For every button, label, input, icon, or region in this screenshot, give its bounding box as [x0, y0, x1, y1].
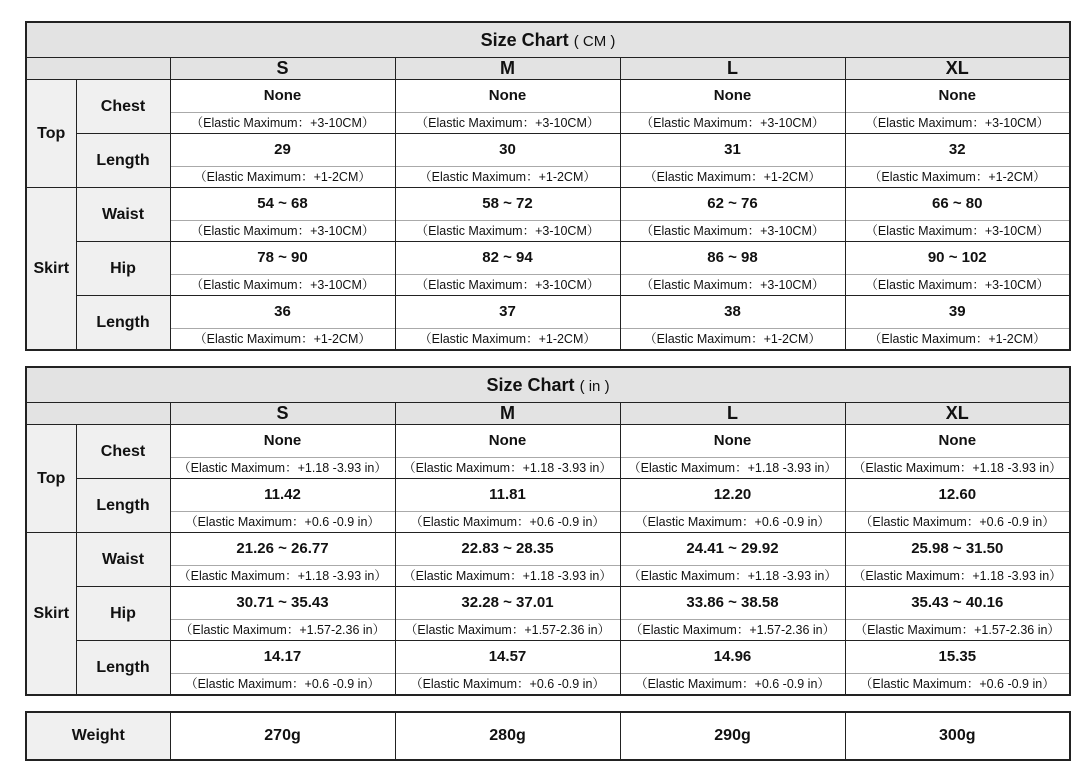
measurement-row: [26, 533, 1070, 566]
elastic-note-row: [26, 458, 1070, 479]
measurement-label: Length: [76, 479, 170, 533]
size-value-cell: 24.41 ~ 29.92: [620, 533, 845, 566]
elastic-note-cell: （Elastic Maximum：+0.6 -0.9 in）: [170, 512, 395, 533]
elastic-note-row: [26, 113, 1070, 134]
measurement-label: Waist: [76, 188, 170, 242]
measurement-label: Chest: [76, 425, 170, 479]
elastic-note-cell: （Elastic Maximum：+3-10CM）: [845, 221, 1070, 242]
group-label: Top: [26, 80, 76, 188]
measurement-row: [26, 296, 1070, 329]
size-header-xl: XL: [845, 58, 1070, 80]
elastic-note-cell: （Elastic Maximum：+1-2CM）: [395, 167, 620, 188]
size-value-cell: 15.35: [845, 641, 1070, 674]
size-value-cell: 14.57: [395, 641, 620, 674]
weight-label: Weight: [26, 712, 170, 760]
elastic-note-cell: （Elastic Maximum：+3-10CM）: [395, 113, 620, 134]
size-header-s: S: [170, 58, 395, 80]
measurement-row: [26, 188, 1070, 221]
size-value-cell: 12.20: [620, 479, 845, 512]
elastic-note-row: [26, 275, 1070, 296]
chart-unit: ( CM ): [573, 32, 616, 50]
size-value-cell: None: [170, 425, 395, 458]
size-value-cell: None: [620, 80, 845, 113]
measurement-label: Length: [76, 134, 170, 188]
size-value-cell: 14.96: [620, 641, 845, 674]
elastic-note-cell: （Elastic Maximum：+1-2CM）: [845, 167, 1070, 188]
elastic-note-cell: （Elastic Maximum：+1.57-2.36 in）: [395, 620, 620, 641]
size-value-cell: 32: [845, 134, 1070, 167]
measurement-row: [26, 587, 1070, 620]
elastic-note-cell: （Elastic Maximum：+0.6 -0.9 in）: [845, 512, 1070, 533]
elastic-note-cell: （Elastic Maximum：+1.18 -3.93 in）: [395, 458, 620, 479]
measurement-label: Hip: [76, 242, 170, 296]
group-label: Skirt: [26, 533, 76, 696]
weight-value-l: 290g: [620, 712, 845, 760]
elastic-note-cell: （Elastic Maximum：+1-2CM）: [845, 329, 1070, 351]
elastic-note-cell: （Elastic Maximum：+3-10CM）: [620, 113, 845, 134]
elastic-note-cell: （Elastic Maximum：+0.6 -0.9 in）: [620, 512, 845, 533]
measurement-label: Waist: [76, 533, 170, 587]
group-label: Top: [26, 425, 76, 533]
elastic-note-cell: （Elastic Maximum：+3-10CM）: [395, 275, 620, 296]
size-header-xl: XL: [845, 403, 1070, 425]
size-value-cell: None: [395, 425, 620, 458]
elastic-note-cell: （Elastic Maximum：+3-10CM）: [845, 275, 1070, 296]
measurement-label: Chest: [76, 80, 170, 134]
elastic-note-cell: （Elastic Maximum：+1.18 -3.93 in）: [170, 458, 395, 479]
measurement-label: Length: [76, 296, 170, 351]
elastic-note-cell: （Elastic Maximum：+1.18 -3.93 in）: [845, 566, 1070, 587]
size-value-cell: 12.60: [845, 479, 1070, 512]
measurement-label: Hip: [76, 587, 170, 641]
elastic-note-cell: （Elastic Maximum：+1.57-2.36 in）: [845, 620, 1070, 641]
size-header-m: M: [395, 58, 620, 80]
size-value-cell: None: [170, 80, 395, 113]
size-value-cell: 31: [620, 134, 845, 167]
size-value-cell: 37: [395, 296, 620, 329]
weight-table: [25, 711, 1069, 761]
elastic-note-cell: （Elastic Maximum：+0.6 -0.9 in）: [170, 674, 395, 696]
elastic-note-row: [26, 620, 1070, 641]
weight-value-m: 280g: [395, 712, 620, 760]
chart-unit: ( in ): [579, 377, 610, 395]
weight-value-s: 270g: [170, 712, 395, 760]
size-value-cell: 25.98 ~ 31.50: [845, 533, 1070, 566]
chart-title-inch: [26, 367, 1070, 403]
elastic-note-cell: （Elastic Maximum：+1-2CM）: [395, 329, 620, 351]
size-value-cell: 58 ~ 72: [395, 188, 620, 221]
size-value-cell: None: [395, 80, 620, 113]
elastic-note-cell: （Elastic Maximum：+1.18 -3.93 in）: [620, 458, 845, 479]
size-value-cell: 33.86 ~ 38.58: [620, 587, 845, 620]
weight-value-xl: 300g: [845, 712, 1070, 760]
elastic-note-cell: （Elastic Maximum：+0.6 -0.9 in）: [620, 674, 845, 696]
elastic-note-cell: （Elastic Maximum：+0.6 -0.9 in）: [845, 674, 1070, 696]
size-value-cell: 39: [845, 296, 1070, 329]
size-value-cell: 54 ~ 68: [170, 188, 395, 221]
elastic-note-row: [26, 566, 1070, 587]
elastic-note-cell: （Elastic Maximum：+3-10CM）: [395, 221, 620, 242]
size-value-cell: 29: [170, 134, 395, 167]
size-value-cell: None: [845, 80, 1070, 113]
size-value-cell: 11.42: [170, 479, 395, 512]
size-chart-cm: [25, 21, 1069, 351]
elastic-note-cell: （Elastic Maximum：+0.6 -0.9 in）: [395, 674, 620, 696]
measurement-row: [26, 479, 1070, 512]
size-value-cell: 38: [620, 296, 845, 329]
elastic-note-row: [26, 221, 1070, 242]
size-value-cell: 86 ~ 98: [620, 242, 845, 275]
size-value-cell: 36: [170, 296, 395, 329]
size-chart-inch: [25, 366, 1069, 696]
elastic-note-cell: （Elastic Maximum：+1.18 -3.93 in）: [845, 458, 1070, 479]
size-header-s: S: [170, 403, 395, 425]
corner-cell: [26, 58, 170, 80]
size-value-cell: 35.43 ~ 40.16: [845, 587, 1070, 620]
elastic-note-cell: （Elastic Maximum：+3-10CM）: [170, 221, 395, 242]
elastic-note-row: [26, 329, 1070, 351]
size-value-cell: 66 ~ 80: [845, 188, 1070, 221]
size-value-cell: 14.17: [170, 641, 395, 674]
size-value-cell: 11.81: [395, 479, 620, 512]
size-value-cell: 62 ~ 76: [620, 188, 845, 221]
chart-title-text: Size Chart: [480, 29, 569, 50]
measurement-row: [26, 425, 1070, 458]
elastic-note-cell: （Elastic Maximum：+3-10CM）: [170, 113, 395, 134]
measurement-row: [26, 242, 1070, 275]
size-value-cell: 78 ~ 90: [170, 242, 395, 275]
size-header-l: L: [620, 58, 845, 80]
elastic-note-cell: （Elastic Maximum：+1-2CM）: [620, 329, 845, 351]
size-value-cell: 82 ~ 94: [395, 242, 620, 275]
size-value-cell: 30.71 ~ 35.43: [170, 587, 395, 620]
size-value-cell: 32.28 ~ 37.01: [395, 587, 620, 620]
size-header-l: L: [620, 403, 845, 425]
elastic-note-row: [26, 512, 1070, 533]
chart-title-cm: [26, 22, 1070, 58]
elastic-note-cell: （Elastic Maximum：+3-10CM）: [620, 275, 845, 296]
size-value-cell: 22.83 ~ 28.35: [395, 533, 620, 566]
measurement-row: [26, 134, 1070, 167]
measurement-row: [26, 80, 1070, 113]
group-label: Skirt: [26, 188, 76, 351]
elastic-note-row: [26, 674, 1070, 696]
size-value-cell: None: [620, 425, 845, 458]
elastic-note-cell: （Elastic Maximum：+1-2CM）: [170, 167, 395, 188]
elastic-note-cell: （Elastic Maximum：+1-2CM）: [170, 329, 395, 351]
elastic-note-cell: （Elastic Maximum：+3-10CM）: [845, 113, 1070, 134]
elastic-note-cell: （Elastic Maximum：+1.18 -3.93 in）: [395, 566, 620, 587]
chart-title-text: Size Chart: [486, 374, 575, 395]
size-value-cell: 90 ~ 102: [845, 242, 1070, 275]
measurement-label: Length: [76, 641, 170, 696]
elastic-note-cell: （Elastic Maximum：+3-10CM）: [170, 275, 395, 296]
size-value-cell: 30: [395, 134, 620, 167]
corner-cell: [26, 403, 170, 425]
size-value-cell: None: [845, 425, 1070, 458]
elastic-note-row: [26, 167, 1070, 188]
elastic-note-cell: （Elastic Maximum：+0.6 -0.9 in）: [395, 512, 620, 533]
measurement-row: [26, 641, 1070, 674]
elastic-note-cell: （Elastic Maximum：+1.18 -3.93 in）: [170, 566, 395, 587]
elastic-note-cell: （Elastic Maximum：+1-2CM）: [620, 167, 845, 188]
elastic-note-cell: （Elastic Maximum：+1.57-2.36 in）: [170, 620, 395, 641]
elastic-note-cell: （Elastic Maximum：+1.18 -3.93 in）: [620, 566, 845, 587]
elastic-note-cell: （Elastic Maximum：+1.57-2.36 in）: [620, 620, 845, 641]
size-value-cell: 21.26 ~ 26.77: [170, 533, 395, 566]
elastic-note-cell: （Elastic Maximum：+3-10CM）: [620, 221, 845, 242]
size-header-m: M: [395, 403, 620, 425]
